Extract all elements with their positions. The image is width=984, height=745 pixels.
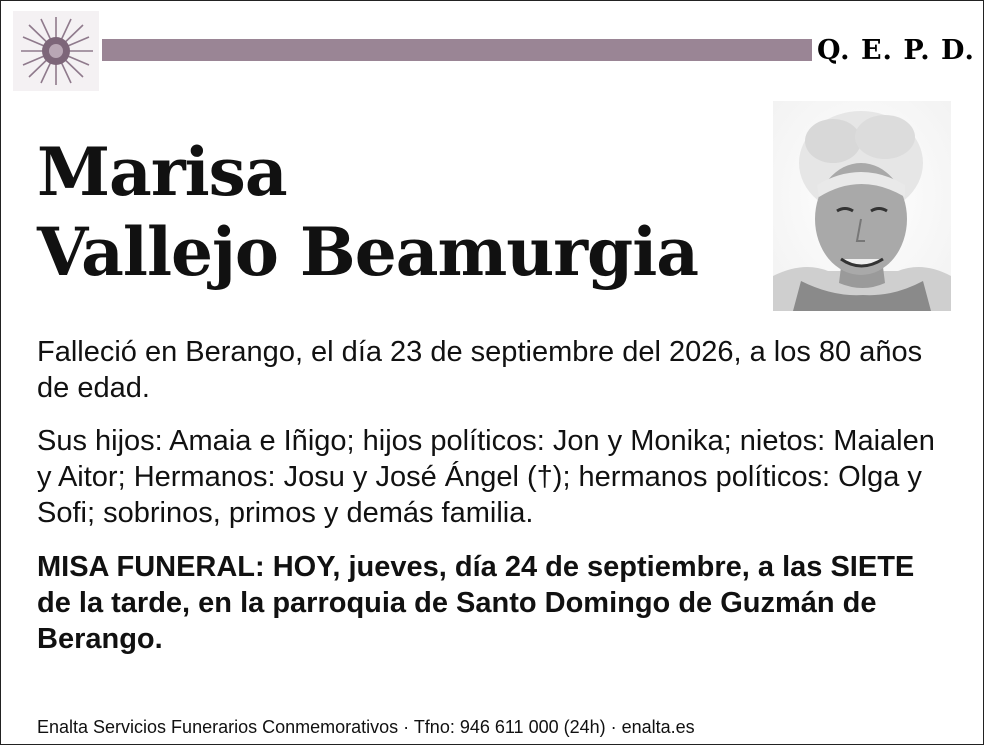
family-list: Sus hijos: Amaia e Iñigo; hijos políticos: Jon y Monika; nietos: Maialen y Aitor; Hermanos: Josu y José Ángel (†); hermanos políticos: Olga y Sofi; sobrinos, primos y demás familia.	[37, 425, 935, 529]
funeral-details: MISA FUNERAL: HOY, jueves, día 24 de septiembre, a las SIETE de la tarde, en la parroquia de Santo Domingo de Guzmán de Berango.	[37, 551, 915, 655]
header-bar	[102, 39, 812, 61]
deceased-surnames: Vallejo Beamurgia	[37, 213, 699, 291]
portrait-photo	[773, 101, 951, 311]
deceased-first-name: Marisa	[37, 133, 287, 211]
death-notice: Falleció en Berango, el día 23 de septiembre del 2026, a los 80 años de edad.	[37, 336, 923, 404]
thistle-flower-icon	[13, 11, 99, 91]
qepd-label: Q. E. P. D.	[817, 35, 975, 66]
footer-contact: Enalta Servicios Funerarios Conmemorativos · Tfno: 946 611 000 (24h) · enalta.es	[37, 717, 695, 737]
